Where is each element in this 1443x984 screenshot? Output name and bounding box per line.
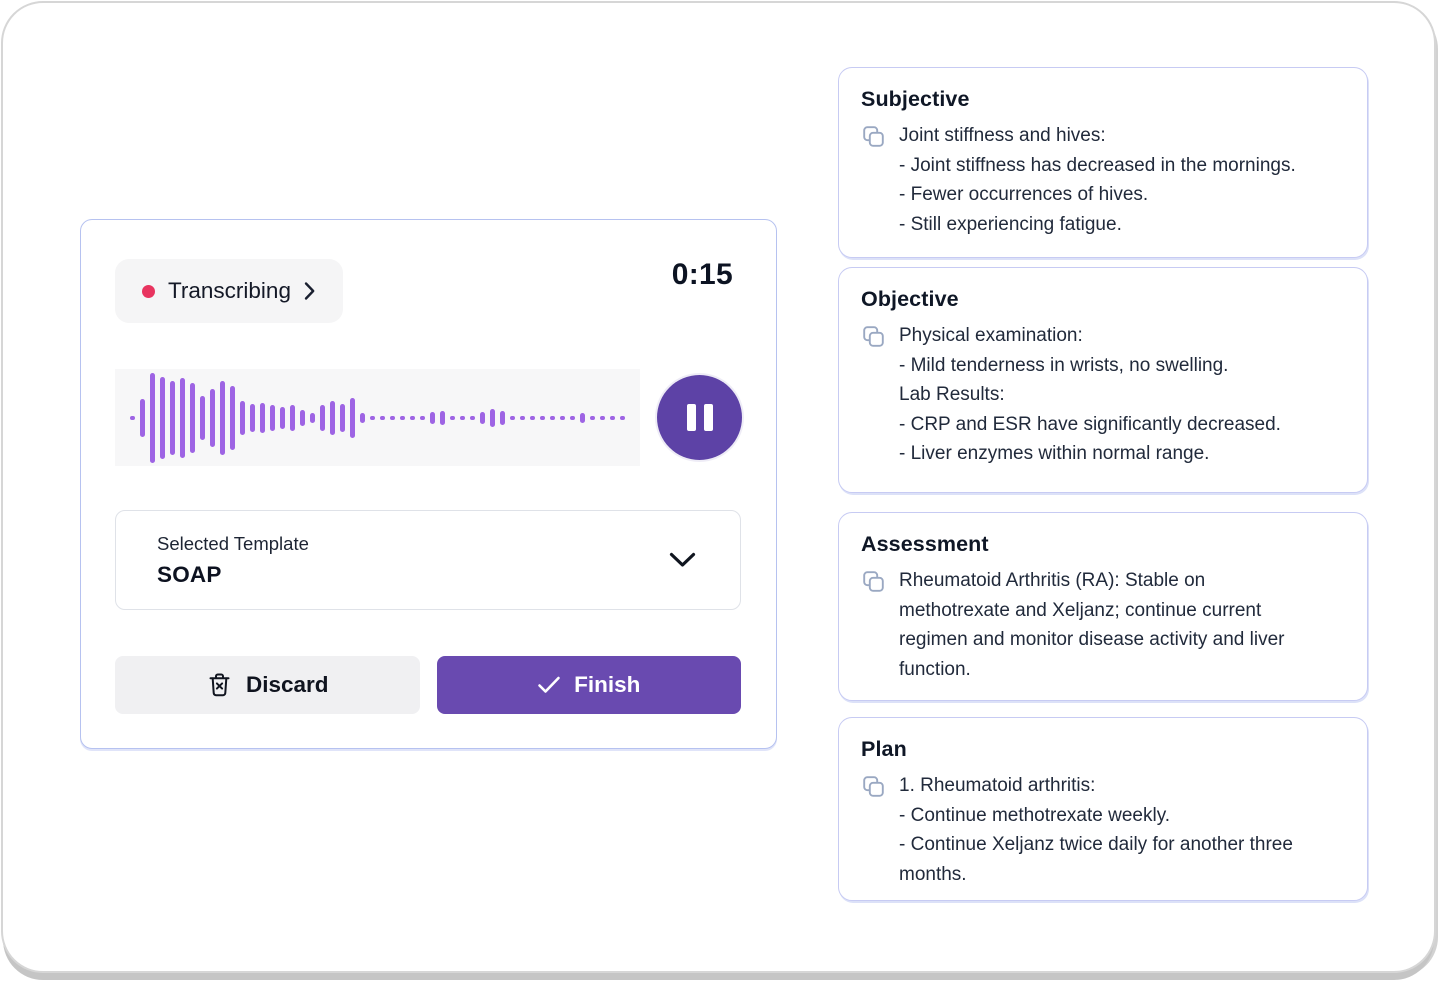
note-card-assessment [838, 512, 1368, 701]
waveform-bar [340, 404, 345, 432]
pause-button[interactable] [657, 375, 742, 460]
recorder-actions [115, 656, 741, 714]
waveform-bar [570, 416, 575, 420]
waveform-bar [410, 416, 415, 420]
waveform-bar [440, 411, 445, 425]
checkmark-icon [537, 675, 561, 695]
note-card-subjective [838, 67, 1368, 258]
waveform-bar [540, 416, 545, 420]
note-line: Rheumatoid Arthritis (RA): Stable on methotrexate and Xeljanz; continue current regimen and monitor disease activity and liver function. [899, 570, 1285, 680]
app-container [1, 1, 1436, 973]
waveform [115, 369, 640, 466]
note-text [899, 321, 1281, 469]
discard-label: Discard [245, 672, 329, 697]
note-line: - Mild tenderness in wrists, no swelling. [899, 354, 1229, 376]
waveform-bar [270, 405, 275, 431]
waveform-bar [260, 403, 265, 433]
waveform-bar [350, 398, 355, 438]
waveform-bar [610, 416, 615, 420]
waveform-bar [190, 383, 195, 453]
waveform-bar [560, 416, 565, 420]
waveform-bar [500, 411, 505, 425]
waveform-bar [430, 412, 435, 424]
trash-icon [206, 671, 233, 699]
copy-icon[interactable] [861, 569, 886, 599]
waveform-bar [390, 416, 395, 420]
waveform-bar [590, 416, 595, 420]
waveform-bar [530, 416, 535, 420]
waveform-bar [230, 386, 235, 450]
waveform-bar [620, 416, 625, 420]
recording-dot-icon [142, 285, 155, 298]
note-line: Physical examination: [899, 325, 1083, 346]
waveform-bar [330, 401, 335, 435]
waveform-bar [460, 416, 465, 420]
waveform-bar [290, 405, 295, 431]
waveform-bar [130, 416, 135, 420]
note-line: - CRP and ESR have significantly decreased. [899, 413, 1281, 435]
note-title: Assessment [861, 532, 989, 556]
waveform-bar [370, 416, 375, 420]
note-line: - Continue Xeljanz twice daily for another three months. [899, 834, 1293, 885]
waveform-bar [380, 416, 385, 420]
note-line: 1. Rheumatoid arthritis: [899, 775, 1096, 796]
chevron-right-icon [304, 281, 316, 301]
chevron-down-icon [669, 552, 696, 568]
waveform-bar [160, 377, 165, 459]
copy-icon[interactable] [861, 324, 886, 354]
waveform-bar [250, 404, 255, 432]
waveform-bar [200, 396, 205, 440]
discard-button[interactable] [115, 656, 420, 714]
waveform-bar [400, 416, 405, 420]
waveform-bar [510, 416, 515, 420]
waveform-bar [150, 373, 155, 463]
finish-label: Finish [574, 672, 641, 697]
waveform-bar [580, 413, 585, 423]
waveform-bar [300, 410, 305, 426]
waveform-bar [550, 416, 555, 420]
waveform-bar [520, 416, 525, 420]
waveform-bar [470, 416, 475, 420]
note-card-plan [838, 717, 1368, 901]
waveform-bar [310, 413, 315, 423]
copy-icon[interactable] [861, 124, 886, 154]
waveform-bar [240, 401, 245, 435]
template-selected-value: SOAP [157, 561, 222, 587]
template-selector[interactable] [115, 510, 741, 610]
finish-button[interactable] [437, 656, 742, 714]
waveform-bar [480, 412, 485, 424]
note-line: - Joint stiffness has decreased in the mornings. [899, 154, 1296, 176]
waveform-row [115, 369, 742, 466]
note-title: Subjective [861, 87, 970, 111]
status-label: Transcribing [168, 278, 291, 303]
note-text [899, 566, 1317, 684]
note-line: - Liver enzymes within normal range. [899, 443, 1210, 465]
note-line: - Continue methotrexate weekly. [899, 804, 1171, 826]
note-title: Plan [861, 737, 907, 761]
waveform-bar [320, 405, 325, 431]
waveform-bar [220, 381, 225, 455]
waveform-bar [170, 381, 175, 455]
copy-icon[interactable] [861, 774, 886, 804]
note-title: Objective [861, 287, 959, 311]
recording-timer: 0:15 [671, 258, 733, 291]
note-line: - Still experiencing fatigue. [899, 213, 1122, 235]
waveform-bar [210, 389, 215, 447]
waveform-bar [280, 407, 285, 429]
transcribing-status-badge[interactable] [115, 259, 343, 323]
note-card-objective [838, 267, 1368, 493]
waveform-bar [450, 416, 455, 420]
waveform-bar [420, 416, 425, 420]
template-selector-label: Selected Template [157, 532, 309, 554]
waveform-bar [140, 399, 145, 437]
waveform-bar [360, 413, 365, 423]
note-line: Lab Results: [899, 384, 1005, 406]
note-line: - Fewer occurrences of hives. [899, 184, 1149, 206]
waveform-bar [600, 416, 605, 420]
note-text [899, 121, 1296, 239]
pause-icon [687, 404, 713, 431]
note-line: Joint stiffness and hives: [899, 125, 1106, 146]
note-text [899, 771, 1317, 889]
recorder-card [80, 219, 777, 749]
waveform-bar [180, 378, 185, 458]
waveform-bar [490, 409, 495, 427]
